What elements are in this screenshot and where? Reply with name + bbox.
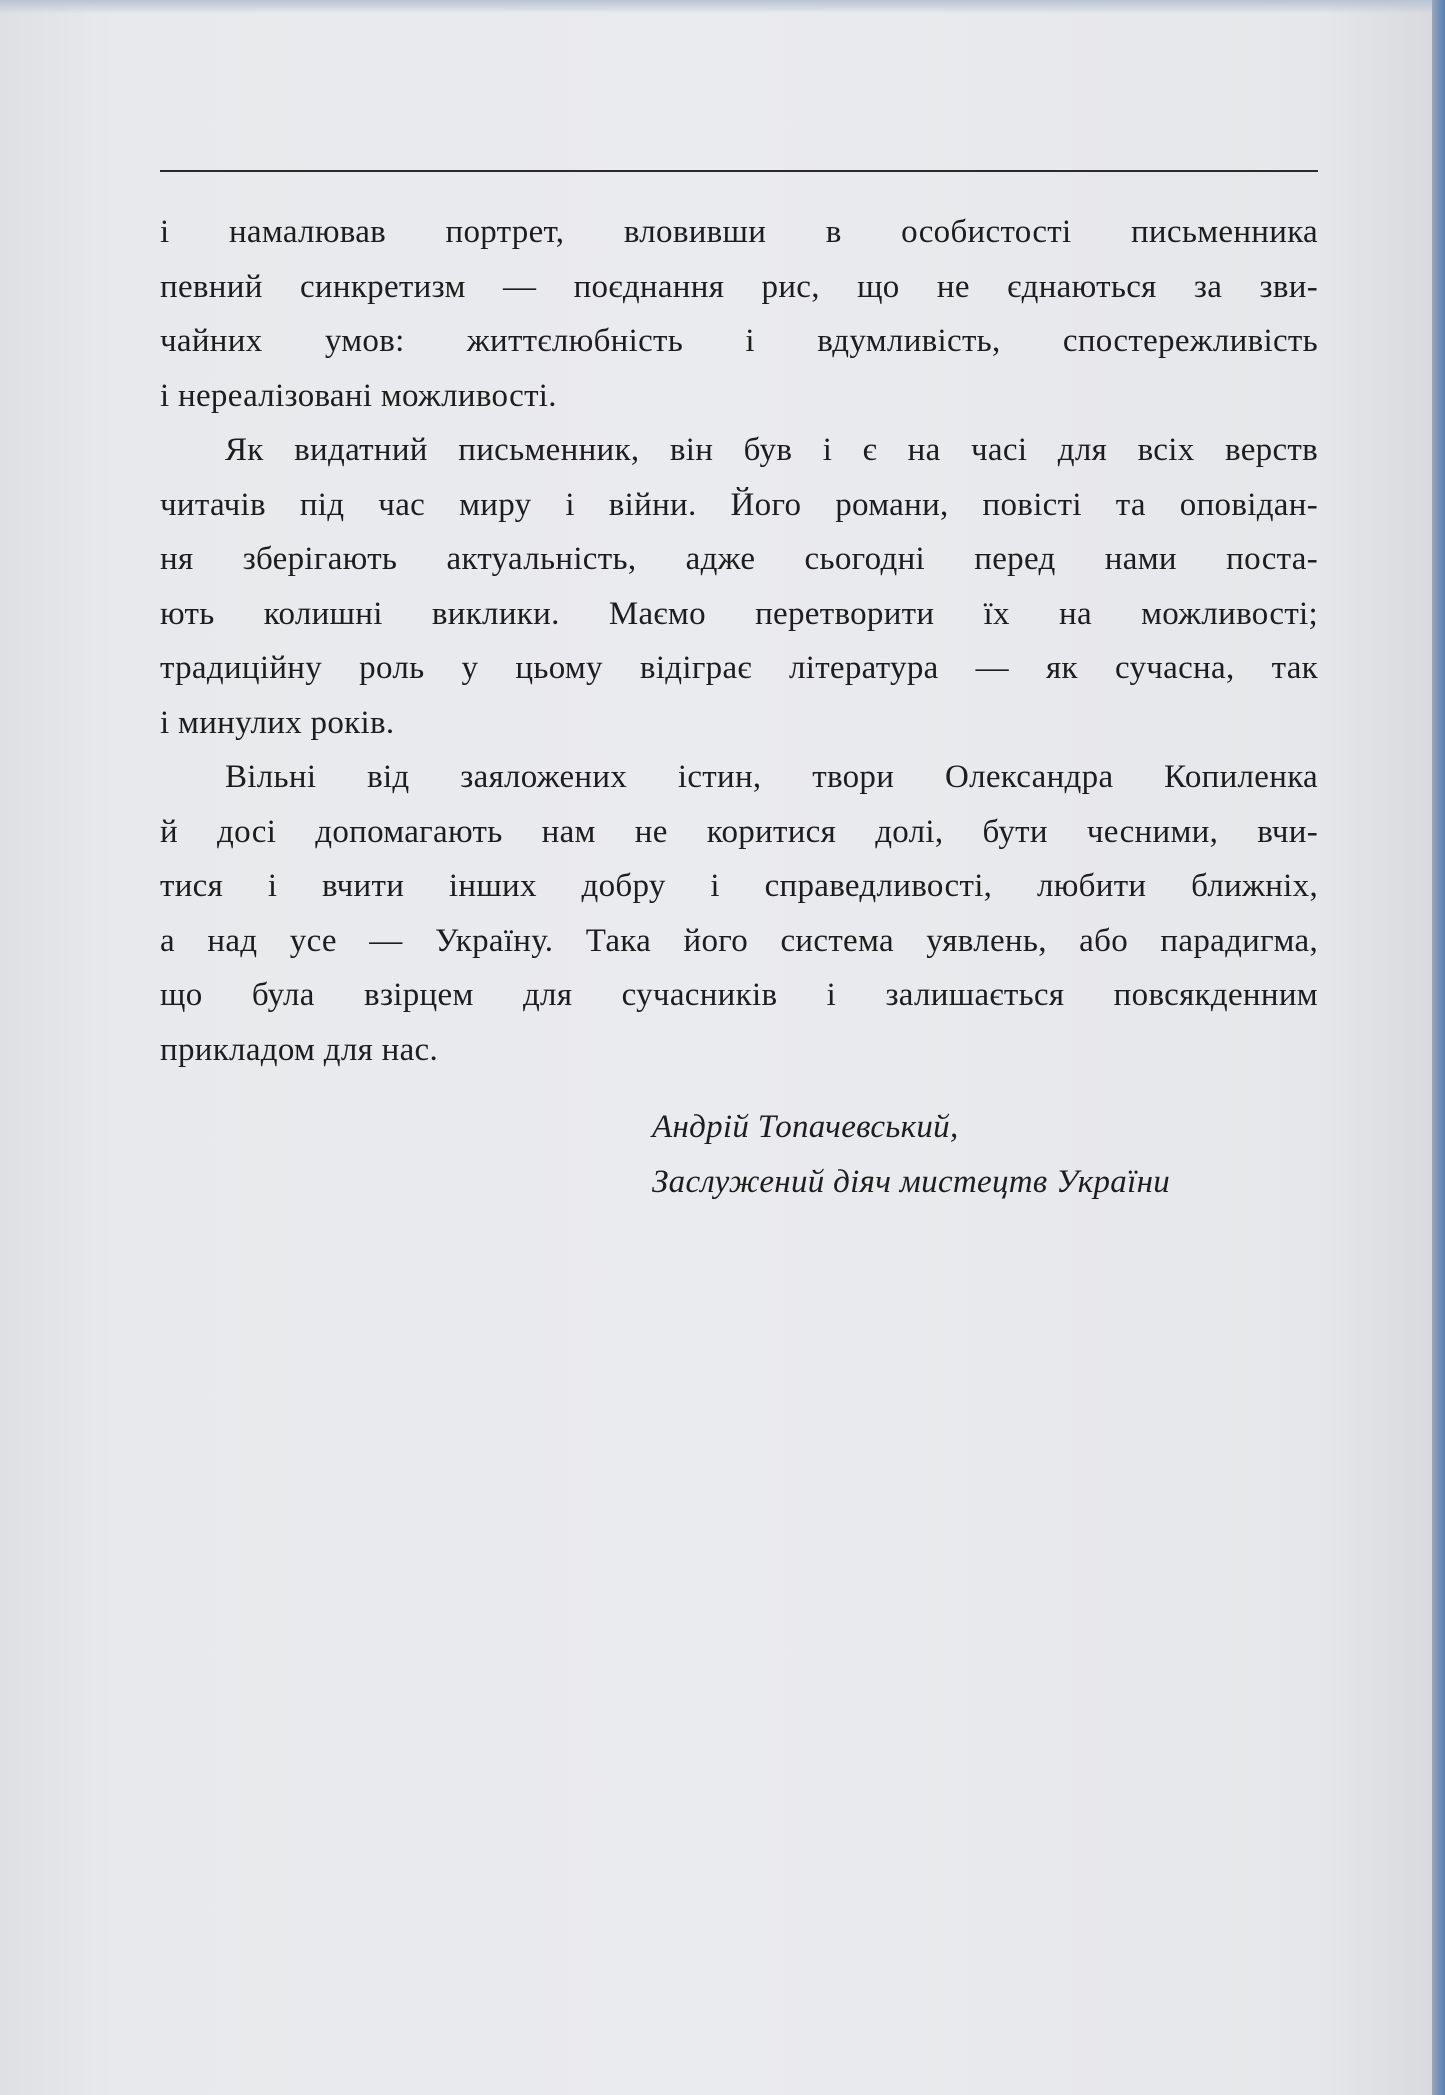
text-line: прикладом для нас. <box>160 1031 439 1068</box>
page-top-shadow <box>0 0 1432 14</box>
book-cover-edge <box>1432 0 1445 2095</box>
paragraph-3 <box>160 750 1318 1077</box>
author-name: Андрій Топачевський, <box>652 1109 959 1145</box>
body-text <box>160 205 1318 1077</box>
text-line: ня зберігають актуальність, адже сьогодні перед нами поста- <box>160 541 1318 577</box>
text-line: і минулих років. <box>160 704 395 741</box>
signature-block <box>652 1100 1170 1209</box>
text-line: читачів під час миру і війни. Його романи, повісті та оповідан- <box>160 486 1318 523</box>
text-line: що була взірцем для сучасників і залишається повсякденним <box>160 977 1318 1013</box>
text-line: а над усе — Україну. Така його система уявлень, або парадигма, <box>160 922 1318 959</box>
text-line: традиційну роль у цьому відіграє література — як сучасна, так <box>160 650 1318 686</box>
text-line: тися і вчити інших добру і справедливості, любити ближніх, <box>160 868 1318 904</box>
author-title: Заслужений діяч мистецтв України <box>652 1163 1171 1200</box>
header-rule <box>160 170 1318 172</box>
text-line: Як видатний письменник, він був і є на часі для всіх верств <box>225 432 1318 468</box>
paragraph-1 <box>160 205 1318 423</box>
text-line: і намалював портрет, вловивши в особистості письменника <box>160 214 1318 250</box>
text-line: і нереалізовані можливості. <box>160 377 557 414</box>
text-line: Вільні від заяложених істин, твори Олександра Копиленка <box>225 759 1318 795</box>
paragraph-2 <box>160 423 1318 750</box>
text-line: й досі допомагають нам не коритися долі, бути чесними, вчи- <box>160 813 1318 850</box>
text-line: певний синкретизм — поєднання рис, що не єднаються за зви- <box>160 268 1318 305</box>
text-line: ють колишні виклики. Маємо перетворити їх на можливості; <box>160 595 1318 632</box>
text-line: чайних умов: життєлюбність і вдумливість, спостережливість <box>160 323 1318 359</box>
